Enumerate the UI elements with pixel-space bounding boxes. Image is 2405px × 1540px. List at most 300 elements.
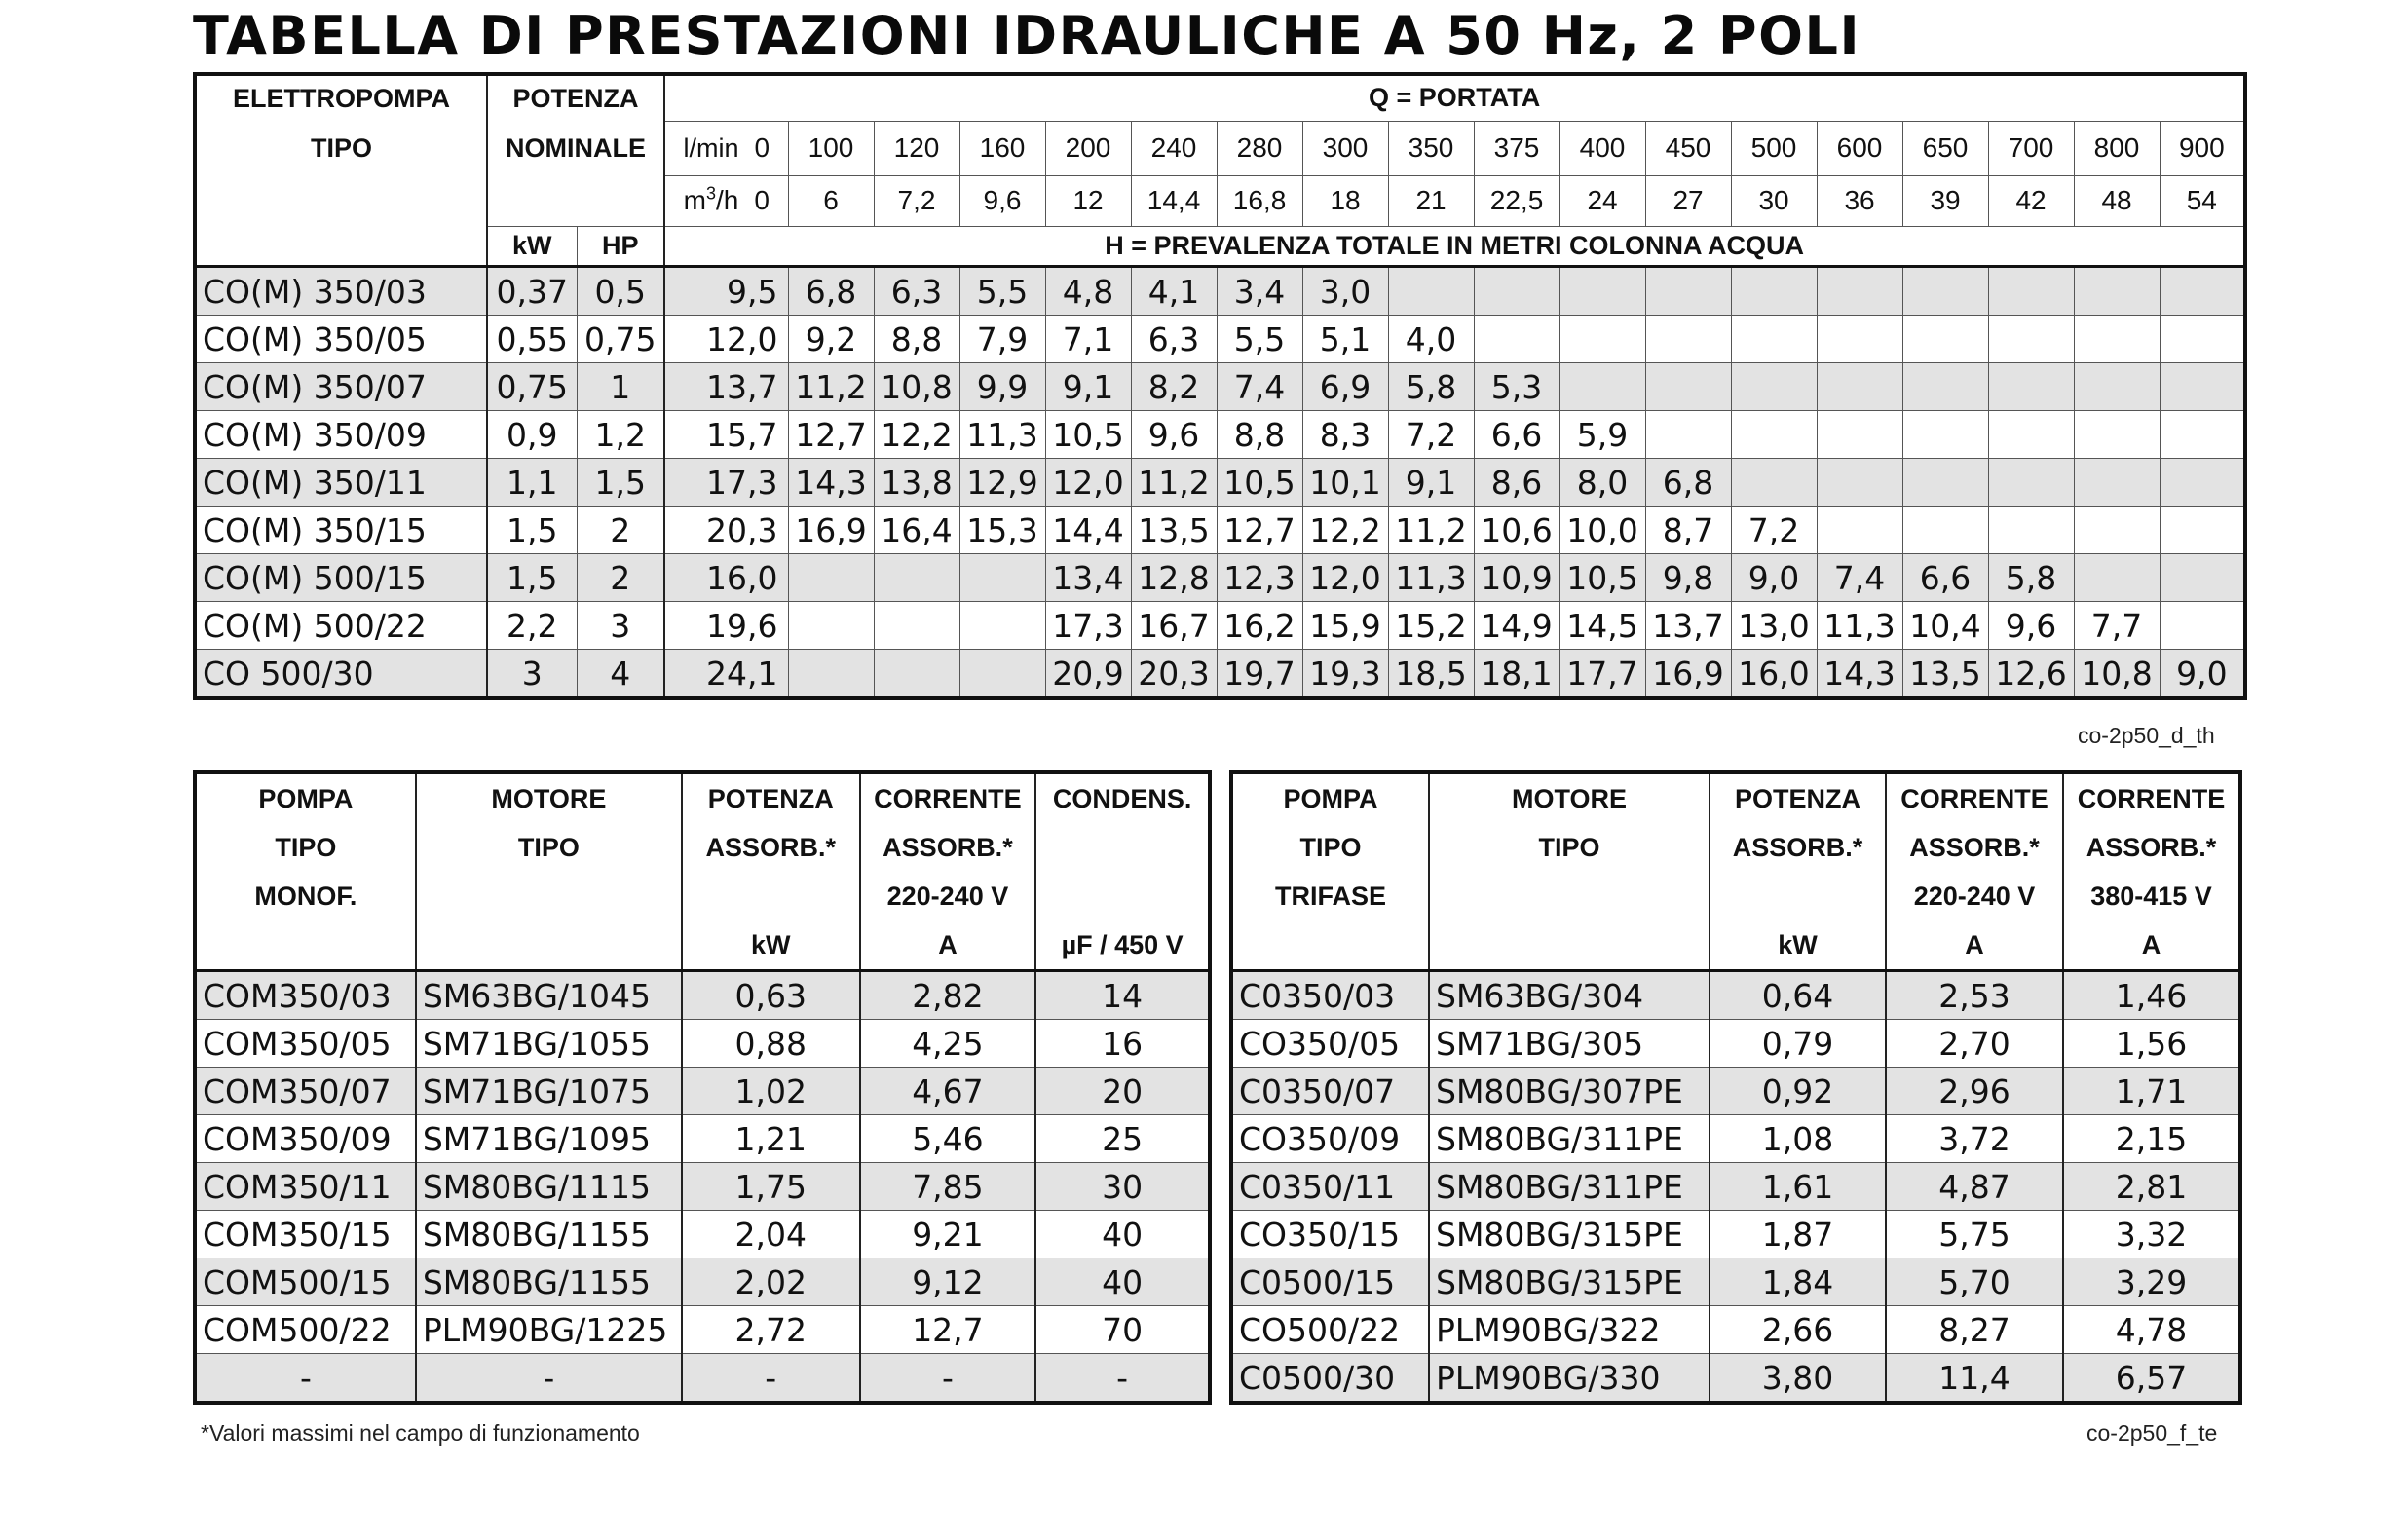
- head-value: [2160, 267, 2245, 316]
- table-row: [195, 650, 2245, 699]
- absorbed-current: 12,7: [860, 1306, 1036, 1354]
- pump-type: C0350/11: [1231, 1163, 1429, 1211]
- header-blank: [195, 175, 487, 226]
- column-header: CORRENTE: [860, 772, 1036, 823]
- flow-m3h-value: 21: [1388, 175, 1474, 226]
- head-value: 10,1: [1302, 459, 1388, 507]
- head-value: [1559, 363, 1645, 411]
- head-value: 18,5: [1388, 650, 1474, 699]
- head-value: [1988, 507, 2074, 554]
- head-value: [1817, 363, 1902, 411]
- head-value: 12,7: [1217, 507, 1302, 554]
- head-value: [1988, 411, 2074, 459]
- col5-value: 3,29: [2063, 1258, 2240, 1306]
- table-row: [195, 1163, 1210, 1211]
- table-row: [195, 554, 2245, 602]
- absorbed-power: 2,66: [1710, 1306, 1886, 1354]
- motor-type: SM80BG/1115: [416, 1163, 682, 1211]
- table-row: [1231, 1258, 2240, 1306]
- absorbed-current: 2,70: [1886, 1020, 2063, 1068]
- absorbed-power: -: [682, 1354, 860, 1404]
- power-hp: 0,5: [577, 267, 664, 316]
- power-kw: 0,55: [487, 316, 577, 363]
- flow-lmin-value: 240: [1131, 121, 1217, 175]
- table-reference-code: co-2p50_d_th: [2078, 723, 2215, 748]
- absorbed-power: 0,63: [682, 971, 860, 1020]
- motor-type: PLM90BG/330: [1429, 1354, 1710, 1404]
- column-header: ASSORB.*: [682, 823, 860, 872]
- column-header: kW: [682, 920, 860, 971]
- head-value: 6,6: [1474, 411, 1559, 459]
- flow-lmin-value: 800: [2074, 121, 2160, 175]
- motor-type: SM80BG/315PE: [1429, 1258, 1710, 1306]
- table-row: [195, 1020, 1210, 1068]
- table-row: [1231, 971, 2240, 1020]
- motor-type: SM63BG/1045: [416, 971, 682, 1020]
- pump-type: -: [195, 1354, 416, 1404]
- head-value: 10,6: [1474, 507, 1559, 554]
- head-value: 9,1: [1045, 363, 1131, 411]
- head-value: 5,5: [959, 267, 1045, 316]
- flow-m3h-value: 24: [1559, 175, 1645, 226]
- motor-type: SM80BG/1155: [416, 1258, 682, 1306]
- head-value: [1988, 459, 2074, 507]
- column-header: CORRENTE: [2063, 772, 2240, 823]
- col5-value: 2,15: [2063, 1115, 2240, 1163]
- absorbed-power: 3,80: [1710, 1354, 1886, 1404]
- column-header: TIPO: [1429, 823, 1710, 872]
- col5-value: -: [1035, 1354, 1210, 1404]
- absorbed-current: 9,21: [860, 1211, 1036, 1258]
- head-value: 7,4: [1217, 363, 1302, 411]
- power-hp: 2: [577, 507, 664, 554]
- absorbed-current: 4,87: [1886, 1163, 2063, 1211]
- pump-type: C0350/07: [1231, 1068, 1429, 1115]
- table-row: [195, 316, 2245, 363]
- absorbed-current: 5,75: [1886, 1211, 2063, 1258]
- header-row: [195, 121, 2245, 175]
- col5-value: 4,78: [2063, 1306, 2240, 1354]
- head-value: 15,2: [1388, 602, 1474, 650]
- pump-model: CO(M) 500/15: [195, 554, 487, 602]
- absorbed-power: 1,75: [682, 1163, 860, 1211]
- pump-type: CO350/05: [1231, 1020, 1429, 1068]
- pump-model: CO(M) 350/03: [195, 267, 487, 316]
- header-row: [195, 823, 1210, 872]
- power-kw: 3: [487, 650, 577, 699]
- head-value: [1645, 316, 1731, 363]
- head-value: 7,2: [1388, 411, 1474, 459]
- head-value: [1988, 316, 2074, 363]
- head-value: 15,9: [1302, 602, 1388, 650]
- flow-m3h-value: 22,5: [1474, 175, 1559, 226]
- head-value: 10,0: [1559, 507, 1645, 554]
- absorbed-current: 8,27: [1886, 1306, 2063, 1354]
- head-value: 10,4: [1902, 602, 1988, 650]
- flow-m3h-value: 18: [1302, 175, 1388, 226]
- table-row: [1231, 1115, 2240, 1163]
- motor-type: SM71BG/305: [1429, 1020, 1710, 1068]
- column-header: TIPO: [275, 832, 337, 862]
- head-value: 13,0: [1731, 602, 1817, 650]
- head-value: 5,3: [1474, 363, 1559, 411]
- unit-lmin: l/min: [683, 133, 739, 163]
- head-value: [1474, 267, 1559, 316]
- header-flow: Q = PORTATA: [664, 74, 2245, 121]
- head-value: 10,5: [1045, 411, 1131, 459]
- head-value: [1731, 411, 1817, 459]
- power-hp: 1: [577, 363, 664, 411]
- head-value: [2074, 267, 2160, 316]
- head-value: [1988, 267, 2074, 316]
- column-header: ASSORB.*: [2063, 823, 2240, 872]
- pump-type: COM500/15: [195, 1258, 416, 1306]
- head-value: 19,3: [1302, 650, 1388, 699]
- head-value: [1817, 267, 1902, 316]
- flow-lmin-value: 400: [1559, 121, 1645, 175]
- pump-type: C0350/03: [1231, 971, 1429, 1020]
- head-value: 10,9: [1474, 554, 1559, 602]
- motor-type: -: [416, 1354, 682, 1404]
- header-row: [1231, 823, 2240, 872]
- absorbed-power: 1,87: [1710, 1211, 1886, 1258]
- head-value: 9,9: [959, 363, 1045, 411]
- table-row: [195, 971, 1210, 1020]
- head-value: 20,3: [1131, 650, 1217, 699]
- head-value: [2160, 411, 2245, 459]
- flow-lmin-value: 450: [1645, 121, 1731, 175]
- column-header: [416, 872, 682, 920]
- head-value: 13,7: [1645, 602, 1731, 650]
- power-hp: 1,2: [577, 411, 664, 459]
- motor-type: PLM90BG/322: [1429, 1306, 1710, 1354]
- motor-type: SM71BG/1095: [416, 1115, 682, 1163]
- column-header: ASSORB.*: [860, 823, 1036, 872]
- col5-value: 6,57: [2063, 1354, 2240, 1404]
- column-header: [1710, 872, 1886, 920]
- header-power-2: NOMINALE: [487, 121, 664, 175]
- head-value: 14,4: [1045, 507, 1131, 554]
- flow-m3h-value: 48: [2074, 175, 2160, 226]
- head-value: 12,3: [1217, 554, 1302, 602]
- head-value: [788, 650, 874, 699]
- head-value: [2160, 363, 2245, 411]
- motor-type: SM80BG/315PE: [1429, 1211, 1710, 1258]
- head-value: 18,1: [1474, 650, 1559, 699]
- flow-lmin-value: 350: [1388, 121, 1474, 175]
- pump-type: COM350/15: [195, 1211, 416, 1258]
- flow-m3h-value: 36: [1817, 175, 1902, 226]
- head-value: 6,3: [1131, 316, 1217, 363]
- power-kw: 1,1: [487, 459, 577, 507]
- head-value: [959, 554, 1045, 602]
- absorbed-power: 2,02: [682, 1258, 860, 1306]
- flow-m3h-value: 14,4: [1131, 175, 1217, 226]
- head-value: [1731, 316, 1817, 363]
- column-header: MOTORE: [416, 772, 682, 823]
- column-header: TIPO: [416, 823, 682, 872]
- head-value: 16,7: [1131, 602, 1217, 650]
- head-value: [1817, 411, 1902, 459]
- head-value: 24,1: [664, 650, 788, 699]
- absorbed-power: 1,02: [682, 1068, 860, 1115]
- head-value: [1645, 411, 1731, 459]
- flow-lmin-value: 300: [1302, 121, 1388, 175]
- header-power: POTENZA: [487, 74, 664, 121]
- flow-m3h-value: 7,2: [874, 175, 959, 226]
- pump-type: COM350/09: [195, 1115, 416, 1163]
- head-value: 12,8: [1131, 554, 1217, 602]
- head-value: 6,8: [1645, 459, 1731, 507]
- absorbed-current: -: [860, 1354, 1036, 1404]
- head-value: 6,6: [1902, 554, 1988, 602]
- col5-value: 16: [1035, 1020, 1210, 1068]
- motor-type: SM63BG/304: [1429, 971, 1710, 1020]
- column-header: [1231, 920, 1429, 971]
- column-header: µF / 450 V: [1035, 920, 1210, 971]
- column-header: [1429, 872, 1710, 920]
- head-value: 6,3: [874, 267, 959, 316]
- head-value: 9,0: [1731, 554, 1817, 602]
- absorbed-power: 1,21: [682, 1115, 860, 1163]
- head-value: 10,5: [1559, 554, 1645, 602]
- pump-model: CO(M) 350/05: [195, 316, 487, 363]
- head-value: 9,6: [1131, 411, 1217, 459]
- head-value: 14,9: [1474, 602, 1559, 650]
- power-kw: 0,37: [487, 267, 577, 316]
- head-value: 11,2: [1131, 459, 1217, 507]
- head-value: [1902, 316, 1988, 363]
- three-phase-table: [1229, 770, 2242, 1405]
- absorbed-current: 5,46: [860, 1115, 1036, 1163]
- power-hp: 4: [577, 650, 664, 699]
- head-value: 17,3: [1045, 602, 1131, 650]
- table-row: [1231, 1211, 2240, 1258]
- head-value: 13,7: [664, 363, 788, 411]
- power-hp: 2: [577, 554, 664, 602]
- head-value: [959, 602, 1045, 650]
- table-row: [195, 1211, 1210, 1258]
- head-value: 16,9: [788, 507, 874, 554]
- header-row: [195, 175, 2245, 226]
- absorbed-current: 2,53: [1886, 971, 2063, 1020]
- absorbed-power: 1,08: [1710, 1115, 1886, 1163]
- table-row: [195, 411, 2245, 459]
- head-value: 4,1: [1131, 267, 1217, 316]
- flow-m3h-value: 16,8: [1217, 175, 1302, 226]
- column-header: MOTORE: [1429, 772, 1710, 823]
- absorbed-current: 2,82: [860, 971, 1036, 1020]
- flow-lmin-value: 100: [788, 121, 874, 175]
- power-kw: 0,9: [487, 411, 577, 459]
- absorbed-current: 3,72: [1886, 1115, 2063, 1163]
- header-row: [1231, 920, 2240, 971]
- head-value: [1988, 363, 2074, 411]
- head-value: [2074, 507, 2160, 554]
- absorbed-current: 2,96: [1886, 1068, 2063, 1115]
- head-value: 7,1: [1045, 316, 1131, 363]
- head-value: 8,3: [1302, 411, 1388, 459]
- flow-value: 0: [754, 185, 770, 215]
- head-value: [959, 650, 1045, 699]
- absorbed-power: 0,64: [1710, 971, 1886, 1020]
- head-value: 12,0: [664, 316, 788, 363]
- head-value: 5,1: [1302, 316, 1388, 363]
- head-value: 4,0: [1388, 316, 1474, 363]
- head-value: 3,4: [1217, 267, 1302, 316]
- head-value: 11,3: [1388, 554, 1474, 602]
- head-value: [2074, 459, 2160, 507]
- head-value: 9,1: [1388, 459, 1474, 507]
- table-row: [1231, 1354, 2240, 1404]
- header-row: [195, 74, 2245, 121]
- pump-type: C0500/15: [1231, 1258, 1429, 1306]
- head-value: 12,0: [1302, 554, 1388, 602]
- head-value: 17,7: [1559, 650, 1645, 699]
- column-header: [1035, 872, 1210, 920]
- head-value: 3,0: [1302, 267, 1388, 316]
- head-value: [1731, 459, 1817, 507]
- pump-model: CO 500/30: [195, 650, 487, 699]
- column-header: CORRENTE: [1886, 772, 2063, 823]
- head-value: [874, 554, 959, 602]
- absorbed-power: 2,04: [682, 1211, 860, 1258]
- header-blank: [195, 226, 487, 267]
- head-value: 9,8: [1645, 554, 1731, 602]
- head-value: 12,7: [788, 411, 874, 459]
- col5-value: 40: [1035, 1258, 1210, 1306]
- table-row: [195, 1306, 1210, 1354]
- head-value: 15,7: [664, 411, 788, 459]
- column-header: CONDENS.: [1035, 772, 1210, 823]
- absorbed-current: 7,85: [860, 1163, 1036, 1211]
- head-value: 5,5: [1217, 316, 1302, 363]
- flow-m3h-value: 39: [1902, 175, 1988, 226]
- head-value: [1817, 316, 1902, 363]
- table-row: [195, 602, 2245, 650]
- head-value: 8,8: [1217, 411, 1302, 459]
- head-value: [1559, 316, 1645, 363]
- head-value: 8,2: [1131, 363, 1217, 411]
- head-value: [1817, 459, 1902, 507]
- table-row: [1231, 1163, 2240, 1211]
- column-header: 380-415 V: [2063, 872, 2240, 920]
- col5-value: 30: [1035, 1163, 1210, 1211]
- single-phase-table: [193, 770, 1212, 1405]
- motor-type: SM80BG/307PE: [1429, 1068, 1710, 1115]
- absorbed-current: 11,4: [1886, 1354, 2063, 1404]
- absorbed-power: 1,84: [1710, 1258, 1886, 1306]
- absorbed-current: 4,67: [860, 1068, 1036, 1115]
- header-row: [195, 920, 1210, 971]
- head-value: [1731, 363, 1817, 411]
- head-value: 11,3: [959, 411, 1045, 459]
- unit-m3h: $m^3/h$: [683, 183, 739, 215]
- flow-lmin-value: 500: [1731, 121, 1817, 175]
- head-value: 8,0: [1559, 459, 1645, 507]
- pump-type: COM350/03: [195, 971, 416, 1020]
- header-row: [1231, 872, 2240, 920]
- pump-type: COM350/05: [195, 1020, 416, 1068]
- footnote: *Valori massimi nel campo di funzionamento: [201, 1420, 640, 1446]
- table-row: [195, 1068, 1210, 1115]
- flow-lmin-value: 160: [959, 121, 1045, 175]
- motor-type: PLM90BG/1225: [416, 1306, 682, 1354]
- head-value: 9,5: [664, 267, 788, 316]
- column-header: 220-240 V: [1886, 872, 2063, 920]
- head-value: 13,8: [874, 459, 959, 507]
- head-value: 5,8: [1388, 363, 1474, 411]
- absorbed-power: 0,88: [682, 1020, 860, 1068]
- column-header: TRIFASE: [1274, 881, 1386, 911]
- flow-lmin-value: 200: [1045, 121, 1131, 175]
- column-header: [1035, 823, 1210, 872]
- col5-value: 1,56: [2063, 1020, 2240, 1068]
- power-hp: 0,75: [577, 316, 664, 363]
- column-header: [195, 920, 416, 971]
- head-value: 20,9: [1045, 650, 1131, 699]
- head-value: 14,3: [788, 459, 874, 507]
- column-header: POTENZA: [682, 772, 860, 823]
- head-value: 12,0: [1045, 459, 1131, 507]
- flow-lmin-value: 650: [1902, 121, 1988, 175]
- table-row: [195, 363, 2245, 411]
- header-row: [1231, 772, 2240, 823]
- head-value: 13,5: [1902, 650, 1988, 699]
- flow-m3h-cell: [664, 175, 788, 226]
- pump-type: CO350/09: [1231, 1115, 1429, 1163]
- head-value: 10,8: [874, 363, 959, 411]
- flow-value: 0: [754, 132, 770, 163]
- flow-m3h-value: 42: [1988, 175, 2074, 226]
- table-row: [195, 1258, 1210, 1306]
- head-value: 16,2: [1217, 602, 1302, 650]
- pump-model: CO(M) 350/11: [195, 459, 487, 507]
- head-value: [1902, 507, 1988, 554]
- col5-value: 14: [1035, 971, 1210, 1020]
- column-header: ASSORB.*: [1710, 823, 1886, 872]
- column-header: A: [1886, 920, 2063, 971]
- table-row: [195, 1354, 1210, 1404]
- motor-type: SM80BG/311PE: [1429, 1163, 1710, 1211]
- flow-lmin-value: 600: [1817, 121, 1902, 175]
- header-blank: [487, 175, 664, 226]
- head-value: 16,4: [874, 507, 959, 554]
- head-value: [1902, 459, 1988, 507]
- head-value: 13,5: [1131, 507, 1217, 554]
- absorbed-current: 5,70: [1886, 1258, 2063, 1306]
- head-value: 12,2: [874, 411, 959, 459]
- pump-model: CO(M) 350/09: [195, 411, 487, 459]
- head-value: 11,2: [1388, 507, 1474, 554]
- flow-m3h-value: 27: [1645, 175, 1731, 226]
- pump-type: COM350/07: [195, 1068, 416, 1115]
- head-value: 7,9: [959, 316, 1045, 363]
- head-value: 10,8: [2074, 650, 2160, 699]
- head-value: [2160, 602, 2245, 650]
- page-title: TABELLA DI PRESTAZIONI IDRAULICHE A 50 Hz, 2 POLI: [193, 5, 1861, 66]
- head-value: [1645, 267, 1731, 316]
- head-value: [1559, 267, 1645, 316]
- head-value: [874, 650, 959, 699]
- table-row: [1231, 1068, 2240, 1115]
- header-pump-type-2: TIPO: [310, 132, 372, 163]
- head-value: 12,2: [1302, 507, 1388, 554]
- head-value: 7,2: [1731, 507, 1817, 554]
- head-value: 9,2: [788, 316, 874, 363]
- head-value: 8,8: [874, 316, 959, 363]
- flow-lmin-value: 700: [1988, 121, 2074, 175]
